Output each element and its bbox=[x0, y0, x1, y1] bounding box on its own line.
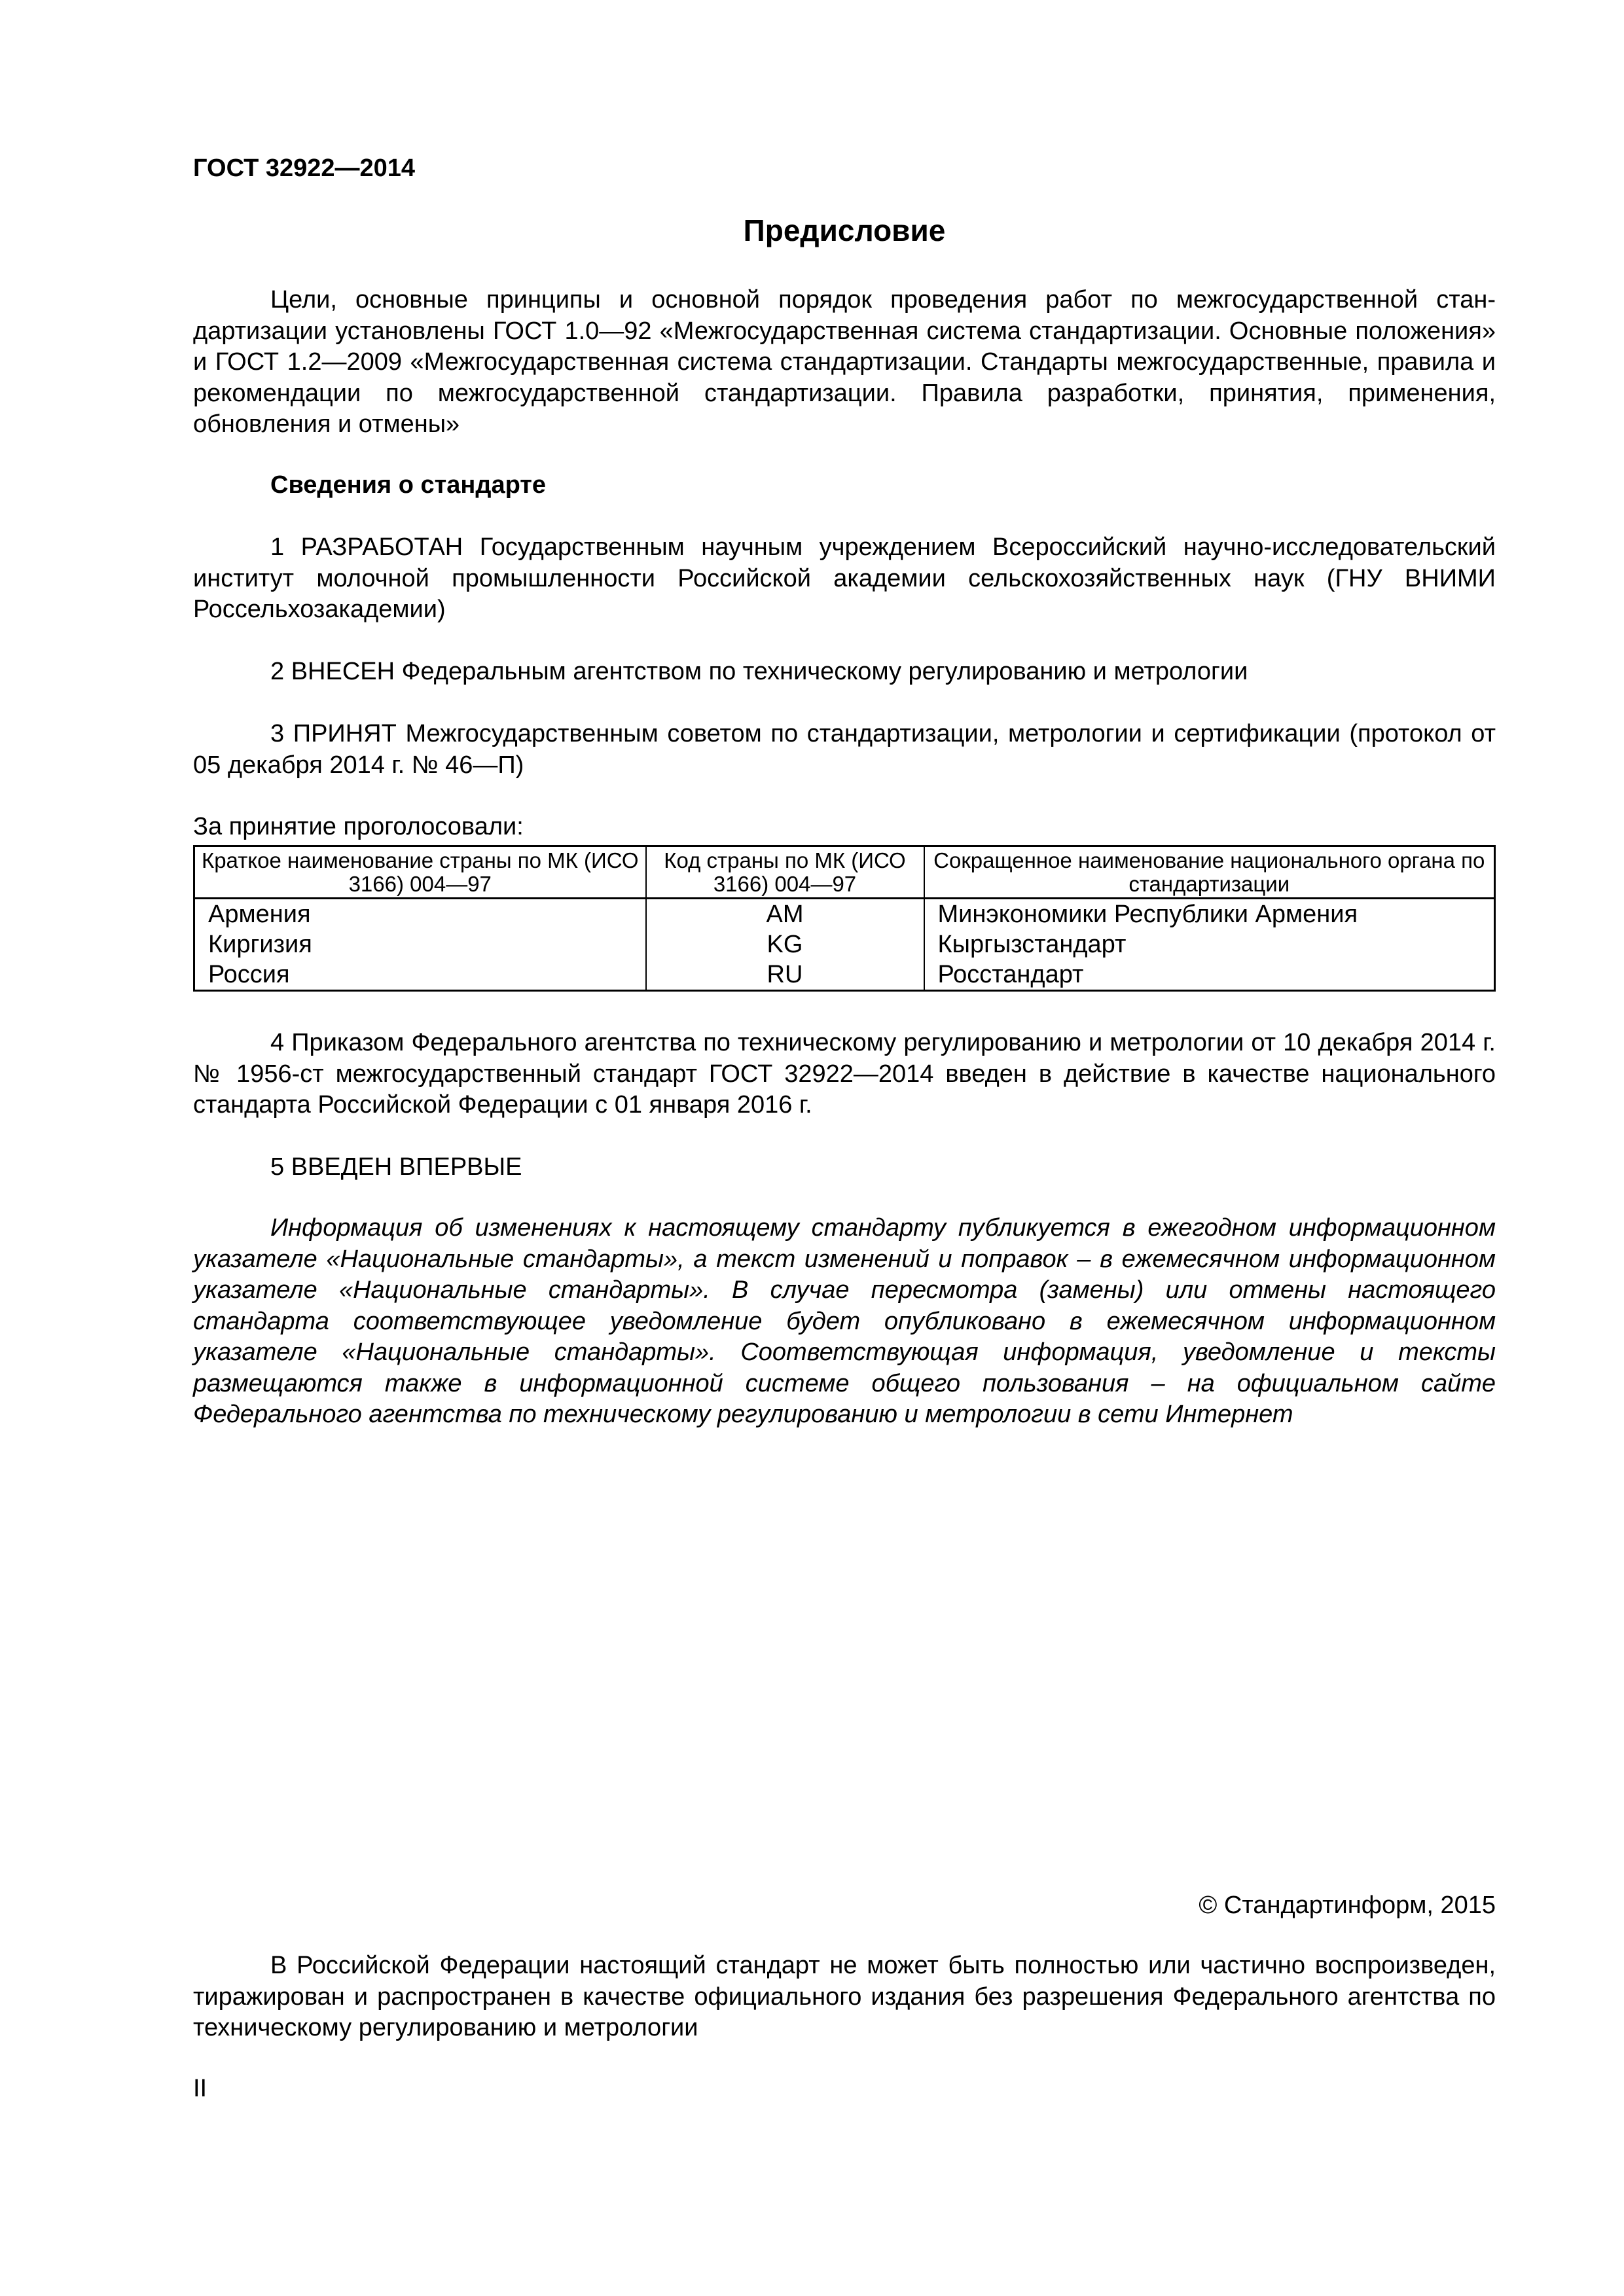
body-cell: Кыргызстандарт bbox=[924, 929, 1495, 960]
body-cell: Росстандарт bbox=[924, 960, 1495, 991]
body-cell: Минэкономики Республики Армения bbox=[924, 899, 1495, 930]
column-header-code: Код страны по МК (ИСО 3166) 004—97 bbox=[646, 846, 924, 899]
first-time-paragraph: 5 ВВЕДЕН ВПЕРВЫЕ bbox=[270, 1153, 522, 1181]
rights-notice: В Российской Федерации настоящий стандарт не может быть полностью или частично воспроизведен, тиражирован и распространен в качестве официального издания без разрешения Федерального агентства по техническому регулированию и метрологии bbox=[193, 1952, 1496, 2041]
page-number: II bbox=[193, 2075, 208, 2102]
developed-paragraph: 1 РАЗРАБОТАН Государственным научным учреждением Всероссийский научно-исследовательский институт молочной промышленности Российской академии сельскохозяйственных наук (ГНУ ВНИМИ Россельхозакадемии) bbox=[193, 533, 1496, 623]
code-cell: RU bbox=[646, 960, 924, 991]
country-cell: Армения bbox=[194, 899, 646, 930]
column-header-country: Краткое наименование страны по МК (ИСО 3166) 004—97 bbox=[194, 846, 646, 899]
code-cell: AM bbox=[646, 899, 924, 930]
section-heading: Сведения о стандарте bbox=[270, 471, 547, 499]
copyright: © Стандартинформ, 2015 bbox=[1199, 1892, 1496, 1919]
adopted-paragraph: 3 ПРИНЯТ Межгосударственным советом по стандартизации, метрологии и сертификации (протокол от 05 декабря 2014 г. № 46—П) bbox=[193, 720, 1496, 779]
changes-info-paragraph: Информация об изменениях к настоящему стандарту публикуется в ежегодном информационном указателе «Национальные стандарты», а текст изменений и поправок – в ежемесячном информационном указателе «Национальные стандарты». В случае пересмотра (замены) или отмены настоящего стандарта соответствующее уведомление будет опубликовано в ежемесячном информационном указателе «Национальные стандарты». Соответствующая информация, уведомление и тексты размещаются также в информационной системе общего пользования – на официальном сайте Федерального агентства по техническому регулированию и метрологии в сети Интернет bbox=[193, 1214, 1496, 1428]
country-cell: Россия bbox=[194, 960, 646, 991]
introduced-paragraph: 2 ВНЕСЕН Федеральным агентством по техническому регулированию и метрологии bbox=[270, 658, 1248, 685]
table-row bbox=[194, 960, 1495, 991]
page-title: Предисловие bbox=[743, 213, 946, 247]
column-header-body: Сокращенное наименование национального органа по стандартизации bbox=[924, 846, 1495, 899]
country-cell: Киргизия bbox=[194, 929, 646, 960]
vote-table bbox=[193, 845, 1496, 992]
table-header-row bbox=[194, 846, 1495, 899]
order-paragraph: 4 Приказом Федерального агентства по техническому регулированию и метрологии от 10 декабря 2014 г. № 1956-ст межгосударственный стандарт ГОСТ 32922—2014 введен в действие в качестве национального стандарта Российской Федерации с 01 января 2016 г. bbox=[193, 1029, 1496, 1119]
code-cell: KG bbox=[646, 929, 924, 960]
intro-paragraph: Цели, основные принципы и основной порядок проведения работ по межгосударственной стандартизации установлены ГОСТ 1.0—92 «Межгосударственная система стандартизации. Основные положения» и ГОСТ 1.2—2009 «Межгосударственная система стандартизации. Стандарты межгосударственные, правила и рекомендации по межгосударственной стандартизации. Правила разработки, принятия, применения, обновления и отмены» bbox=[193, 286, 1496, 438]
vote-caption: За принятие проголосовали: bbox=[193, 813, 524, 840]
document-code: ГОСТ 32922—2014 bbox=[193, 154, 416, 182]
table-row bbox=[194, 929, 1495, 960]
table-row bbox=[194, 899, 1495, 930]
